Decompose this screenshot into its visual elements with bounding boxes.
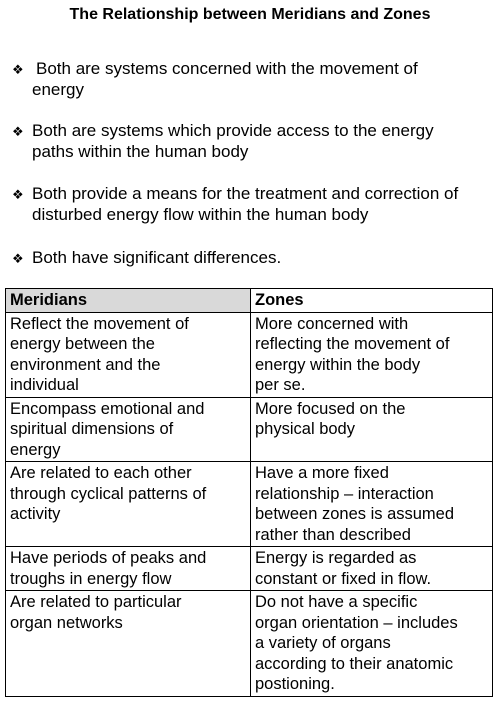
- cell-line: organ orientation – includes: [255, 613, 458, 632]
- cell-line: a variety of organs: [255, 634, 391, 652]
- cell-line: postioning.: [255, 675, 335, 693]
- cell-line: constant or fixed in flow.: [255, 569, 432, 588]
- bullet-line: paths within the human body: [32, 142, 249, 161]
- page-title: The Relationship between Meridians and Zones: [69, 6, 431, 23]
- table-row: [6, 547, 493, 591]
- zones-cell: [251, 462, 493, 547]
- meridians-cell: [6, 312, 251, 397]
- meridians-cell: [6, 547, 251, 591]
- meridians-cell: [6, 591, 251, 697]
- table-row: [6, 312, 493, 397]
- diamond-bullet-icon: ❖: [12, 187, 24, 202]
- bullet-line: Both are systems concerned with the movement of: [36, 59, 418, 78]
- cell-line: Energy is regarded as: [255, 549, 417, 567]
- table-row: [6, 462, 493, 547]
- cell-line: energy within the body: [255, 355, 421, 374]
- zones-header: Zones: [251, 289, 493, 313]
- cell-line: relationship – interaction: [255, 484, 434, 503]
- bullet-line: Both have significant differences.: [32, 248, 282, 267]
- bullet-list: [12, 58, 492, 268]
- diamond-bullet-icon: ❖: [12, 124, 24, 139]
- bullet-item: [12, 58, 492, 100]
- table-row: [6, 397, 493, 462]
- cell-line: spiritual dimensions of: [10, 420, 174, 438]
- cell-line: Have a more fixed: [255, 464, 389, 482]
- cell-line: environment and the: [10, 355, 161, 374]
- diamond-bullet-icon: ❖: [12, 251, 24, 266]
- bullet-line: energy: [32, 80, 84, 99]
- cell-line: physical body: [255, 420, 355, 438]
- cell-line: energy between the: [10, 335, 155, 353]
- cell-line: troughs in energy flow: [10, 569, 172, 588]
- bullet-line: disturbed energy flow within the human body: [32, 205, 369, 224]
- cell-line: Reflect the movement of: [10, 314, 189, 333]
- meridians-cell: [6, 397, 251, 462]
- cell-line: Do not have a specific: [255, 593, 418, 611]
- bullet-item: [12, 120, 492, 162]
- table-header-row: [6, 289, 493, 313]
- comparison-table: [5, 288, 493, 697]
- cell-line: individual: [10, 376, 79, 394]
- cell-line: per se.: [255, 376, 306, 394]
- cell-line: activity: [10, 505, 61, 523]
- cell-line: Encompass emotional and: [10, 399, 205, 418]
- cell-line: rather than described: [255, 525, 411, 544]
- cell-line: energy: [10, 440, 61, 459]
- cell-line: Are related to each other: [10, 464, 192, 482]
- zones-cell: [251, 547, 493, 591]
- meridians-cell: [6, 462, 251, 547]
- meridians-header: Meridians: [6, 289, 251, 313]
- cell-line: through cyclical patterns of: [10, 484, 207, 503]
- cell-line: Have periods of peaks and: [10, 549, 207, 567]
- diamond-bullet-icon: ❖: [12, 62, 24, 77]
- cell-line: according to their anatomic: [255, 654, 454, 673]
- bullet-item: [12, 183, 492, 225]
- cell-line: organ networks: [10, 613, 123, 632]
- table-row: [6, 591, 493, 697]
- bullet-line: Both provide a means for the treatment and correction of: [32, 184, 459, 203]
- cell-line: reflecting the movement of: [255, 335, 450, 353]
- cell-line: Are related to particular: [10, 593, 182, 611]
- zones-cell: [251, 397, 493, 462]
- cell-line: More focused on the: [255, 399, 406, 418]
- zones-cell: [251, 591, 493, 697]
- bullet-item: [12, 247, 492, 268]
- cell-line: between zones is assumed: [255, 505, 455, 523]
- bullet-line: Both are systems which provide access to the energy: [32, 121, 434, 140]
- zones-cell: [251, 312, 493, 397]
- cell-line: More concerned with: [255, 314, 409, 333]
